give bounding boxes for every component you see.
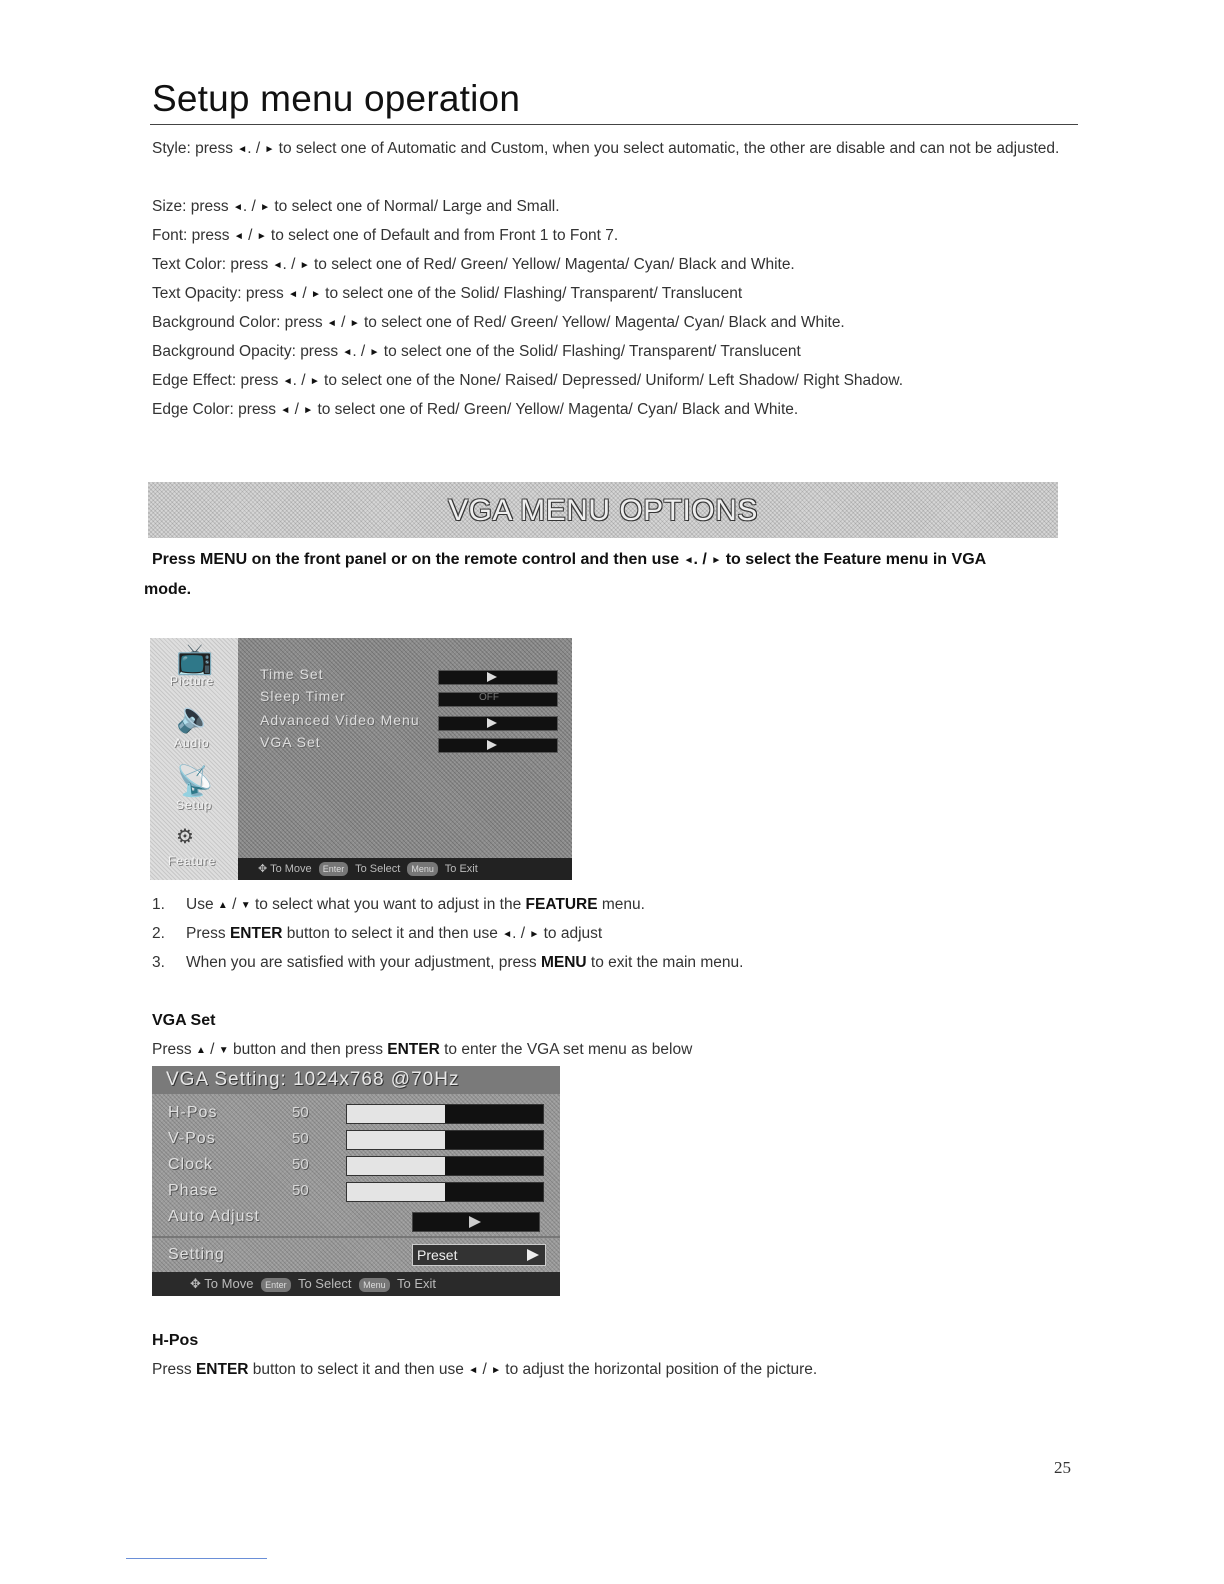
row-label-vpos: V-Pos: [168, 1130, 216, 1147]
up-arrow-icon: ▲: [217, 900, 228, 911]
vga-setting-title: VGA Setting: 1024x768 @70Hz: [152, 1066, 560, 1094]
advanced-video-bar: [438, 716, 558, 731]
vpos-slider: [346, 1130, 544, 1150]
edge-color-line: Edge Color: press ◄ / ► to select one of Red/ Green/ Yellow/ Magenta/ Cyan/ Black and White.: [152, 401, 799, 418]
step-1: 1. Use ▲ / ▼ to select what you want to adjust in the FEATURE menu.: [152, 896, 645, 913]
left-arrow-icon: ◄: [288, 289, 299, 300]
text-color-line: Text Color: press ◄. / ► to select one of Red/ Green/ Yellow/ Magenta/ Cyan/ Black and White.: [152, 256, 795, 273]
banner-title: VGA MENU OPTIONS: [448, 494, 758, 527]
tv-icon: 📺: [176, 643, 214, 676]
menu-sidebar: [150, 638, 238, 880]
feature-icon: ⚙: [176, 826, 194, 848]
feature-menu-screenshot: [150, 638, 572, 880]
arrow-right-icon: [469, 1216, 481, 1228]
vga-setting-screenshot: [152, 1066, 560, 1296]
row-value-clock: 50: [292, 1156, 309, 1173]
left-arrow-icon: ◄: [342, 347, 353, 358]
text-opacity-line: Text Opacity: press ◄ / ► to select one of the Solid/ Flashing/ Transparent/ Translucent: [152, 285, 743, 302]
satellite-icon: 📡: [176, 765, 214, 798]
row-value-vpos: 50: [292, 1130, 309, 1147]
hpos-text: Press ENTER button to select it and then use ◄ / ► to adjust the horizontal position of the picture.: [152, 1361, 818, 1378]
arrow-right-icon: [527, 1249, 539, 1261]
right-arrow-icon: ►: [369, 347, 380, 358]
down-arrow-icon: ▼: [218, 1045, 229, 1056]
style-line: Style: press ◄. / ► to select one of Automatic and Custom, when you select automatic, the other are disable and can not be adjusted.: [152, 140, 1060, 157]
clock-slider: [346, 1156, 544, 1176]
sidebar-label-setup: Setup: [176, 798, 213, 812]
right-arrow-icon: ►: [256, 231, 267, 242]
right-arrow-icon: ►: [309, 376, 320, 387]
right-arrow-icon: ►: [299, 260, 310, 271]
size-line: Size: press ◄. / ► to select one of Normal/ Large and Small.: [152, 198, 560, 215]
row-label-hpos: H-Pos: [168, 1104, 218, 1121]
row-label-setting: Setting: [168, 1246, 225, 1263]
left-arrow-icon: ◄: [282, 376, 293, 387]
right-arrow-icon: ►: [303, 405, 314, 416]
row-value-phase: 50: [292, 1182, 309, 1199]
arrow-right-icon: [487, 740, 497, 750]
left-arrow-icon: ◄: [502, 929, 513, 940]
vga-set-bar: [438, 738, 558, 753]
sidebar-label-picture: Picture: [170, 674, 215, 688]
time-set-bar: [438, 670, 558, 685]
enter-key-icon: Enter: [261, 1278, 291, 1292]
edge-effect-line: Edge Effect: press ◄. / ► to select one of the None/ Raised/ Depressed/ Uniform/ Left Shadow/ Right Shadow.: [152, 372, 904, 389]
menu-item-time-set: Time Set: [260, 666, 324, 682]
page-title: Setup menu operation: [152, 78, 521, 119]
right-arrow-icon: ►: [260, 202, 271, 213]
arrow-right-icon: [487, 718, 497, 728]
step-3: 3. When you are satisfied with your adjustment, press MENU to exit the main menu.: [152, 954, 744, 971]
menu-item-advanced-video: Advanced Video Menu: [260, 712, 420, 728]
hpos-slider: [346, 1104, 544, 1124]
hpos-heading: H-Pos: [152, 1332, 199, 1349]
left-arrow-icon: ◄: [280, 405, 291, 416]
row-label-phase: Phase: [168, 1182, 219, 1199]
right-arrow-icon: ►: [529, 929, 540, 940]
row-value-hpos: 50: [292, 1104, 309, 1121]
menu-item-vga-set: VGA Set: [260, 734, 321, 750]
right-arrow-icon: ►: [264, 144, 275, 155]
vga-menu-options-banner: [148, 482, 1058, 538]
bg-opacity-line: Background Opacity: press ◄. / ► to select one of the Solid/ Flashing/ Transparent/ Translucent: [152, 343, 801, 360]
sidebar-label-feature: Feature: [168, 854, 217, 868]
step-2: 2. Press ENTER button to select it and then use ◄. / ► to adjust: [152, 925, 603, 942]
sidebar-label-audio: Audio: [174, 736, 210, 750]
sleep-timer-value: OFF: [479, 692, 499, 703]
vga-set-heading: VGA Set: [152, 1012, 216, 1029]
left-arrow-icon: ◄: [683, 555, 694, 566]
arrow-right-icon: [487, 672, 497, 682]
right-arrow-icon: ►: [310, 289, 321, 300]
left-arrow-icon: ◄: [272, 260, 283, 271]
preset-button: Preset: [412, 1244, 546, 1266]
left-arrow-icon: ◄: [468, 1365, 479, 1376]
vga-menu-footer: ✥ To Move Enter To Select Menu To Exit: [152, 1272, 560, 1296]
menu-main-panel: [238, 638, 572, 858]
font-line: Font: press ◄ / ► to select one of Default and from Front 1 to Font 7.: [152, 227, 619, 244]
vga-intro: Press MENU on the front panel or on the remote control and then use ◄. / ► to select the Feature menu in VGA mode.: [144, 551, 987, 598]
menu-key-icon: Menu: [359, 1278, 390, 1292]
row-label-auto-adjust: Auto Adjust: [168, 1208, 260, 1225]
right-arrow-icon: ►: [491, 1365, 501, 1376]
move-icon: ✥: [258, 863, 268, 875]
menu-key-icon: Menu: [407, 862, 438, 876]
title-rule: [150, 124, 1078, 125]
speaker-icon: 🔈: [176, 701, 214, 734]
left-arrow-icon: ◄: [233, 231, 244, 242]
row-label-clock: Clock: [168, 1156, 214, 1173]
up-arrow-icon: ▲: [195, 1045, 206, 1056]
sleep-timer-bar: [438, 692, 558, 707]
down-arrow-icon: ▼: [240, 900, 251, 911]
page-number: 25: [1054, 1458, 1071, 1477]
enter-key-icon: Enter: [319, 862, 349, 876]
menu-item-sleep-timer: Sleep Timer: [260, 688, 346, 704]
phase-slider: [346, 1182, 544, 1202]
left-arrow-icon: ◄: [326, 318, 337, 329]
right-arrow-icon: ►: [349, 318, 360, 329]
footer-rule: [126, 1558, 267, 1559]
menu-footer: ✥ To Move Enter To Select Menu To Exit: [238, 858, 572, 880]
right-arrow-icon: ►: [711, 555, 722, 566]
bg-color-line: Background Color: press ◄ / ► to select one of Red/ Green/ Yellow/ Magenta/ Cyan/ Black and White.: [152, 314, 845, 331]
left-arrow-icon: ◄: [237, 144, 248, 155]
vga-set-text: Press ▲ / ▼ button and then press ENTER to enter the VGA set menu as below: [152, 1041, 693, 1058]
left-arrow-icon: ◄: [232, 202, 243, 213]
move-icon: ✥: [190, 1276, 201, 1291]
menu-separator: [152, 1236, 560, 1238]
auto-adjust-button: [412, 1212, 540, 1232]
